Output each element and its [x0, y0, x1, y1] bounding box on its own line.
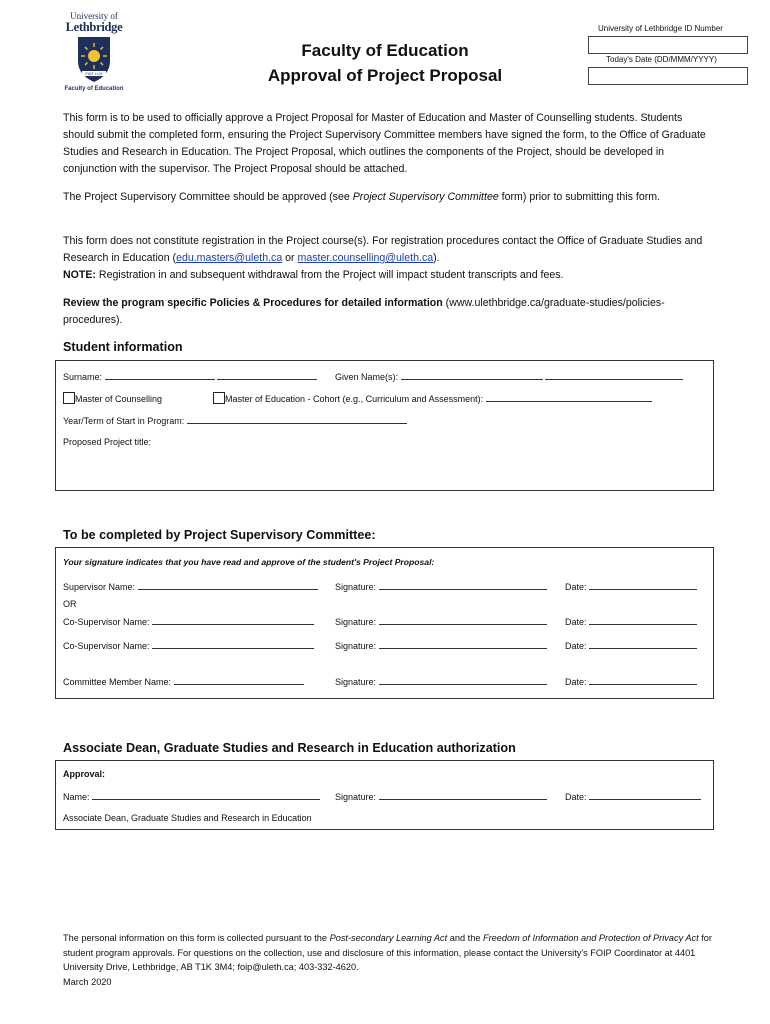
surname-label: Surname:	[63, 372, 105, 382]
committee-member-date-input[interactable]	[589, 675, 697, 685]
dean-name-row	[63, 790, 320, 803]
dean-date-row	[565, 790, 701, 803]
counselling-label: Master of Counselling	[75, 394, 163, 404]
cosupervisor-2-signature-input[interactable]	[379, 639, 547, 649]
form-title	[200, 38, 570, 88]
supervisor-name-input[interactable]	[138, 580, 318, 590]
supervisor-date-row	[565, 580, 697, 593]
footer-date: March 2020	[63, 976, 112, 987]
p3-text-b: ).	[433, 252, 440, 264]
cosupervisor-2-label: Co-Supervisor Name:	[63, 641, 153, 651]
committee-section-heading: To be completed by Project Supervisory Committee:	[63, 528, 376, 542]
surname-row	[63, 370, 317, 383]
given-name-input-a[interactable]	[401, 370, 543, 380]
logo-line-1: University of	[70, 11, 118, 21]
cohort-input[interactable]	[486, 392, 652, 402]
dean-role-label: Associate Dean, Graduate Studies and Research in Education	[63, 813, 312, 823]
cosupervisor-1-date-input[interactable]	[589, 615, 697, 625]
given-name-input-b[interactable]	[545, 370, 683, 380]
privacy-footer	[63, 931, 713, 989]
year-term-label: Year/Term of Start in Program:	[63, 416, 187, 426]
p3-text-a: This form does not constitute registration in the Project course(s). For registration procedures contact the Office of Graduate Studies and Research in Education (	[63, 235, 703, 264]
cosupervisor-2-row	[63, 639, 314, 652]
supervisor-date-label: Date:	[565, 582, 590, 592]
footer-italic-1: Post-secondary Learning Act	[329, 933, 448, 943]
cosupervisor-2-date-row	[565, 639, 697, 652]
footer-text-2: and the	[447, 933, 483, 943]
intro-paragraph-1: This form is to be used to officially approve a Project Proposal for Master of Education and Master of Counselling students. Students should submit the completed form, ensuring the Project Supervisory Committee members have signed the form, to the Office of Graduate Studies and Research in Education. The Project Proposal, which outlines the components of the Project, should be developed in conjunction with the supervisor. The Project Proposal should be attached.	[63, 112, 706, 175]
title-line-2: Approval of Project Proposal	[267, 66, 503, 85]
dean-section-heading: Associate Dean, Graduate Studies and Research in Education authorization	[63, 741, 516, 755]
counselling-checkbox[interactable]	[63, 392, 75, 404]
intro-paragraph-2	[63, 189, 708, 206]
cosupervisor-2-date-input[interactable]	[589, 639, 697, 649]
logo-subtitle: Faculty of Education	[64, 86, 124, 92]
approval-label: Approval:	[63, 769, 106, 779]
motto-banner: FIAT LUX	[85, 71, 103, 76]
committee-member-label: Committee Member Name:	[63, 677, 174, 687]
cosupervisor-1-signature-input[interactable]	[379, 615, 547, 625]
supervisor-row	[63, 580, 318, 593]
footer-text-1: The personal information on this form is collected pursuant to the	[63, 933, 330, 943]
cosupervisor-1-date-row	[565, 615, 697, 628]
cosupervisor-1-row	[63, 615, 314, 628]
cosupervisor-1-signature-label: Signature:	[335, 617, 379, 627]
counselling-option	[63, 392, 162, 405]
supervisor-label: Supervisor Name:	[63, 582, 138, 592]
id-number-field[interactable]	[588, 36, 748, 54]
education-checkbox[interactable]	[213, 392, 225, 404]
committee-member-signature-input[interactable]	[379, 675, 547, 685]
supervisor-signature-row	[335, 580, 547, 593]
email-link-masters[interactable]: edu.masters@uleth.ca	[176, 252, 283, 264]
university-logo	[62, 12, 126, 96]
shield-icon	[74, 35, 114, 85]
education-option	[213, 392, 652, 405]
dean-date-label: Date:	[565, 792, 590, 802]
supervisor-date-input[interactable]	[589, 580, 697, 590]
project-title-label: Proposed Project title:	[63, 437, 152, 447]
given-name-label: Given Name(s):	[335, 372, 401, 382]
dean-signature-label: Signature:	[335, 792, 379, 802]
dean-signature-row	[335, 790, 547, 803]
title-line-1: Faculty of Education	[301, 41, 469, 60]
cosupervisor-2-name-input[interactable]	[152, 639, 314, 649]
email-link-counselling[interactable]: master.counselling@uleth.ca	[297, 252, 434, 264]
logo-line-2: Lethbridge	[65, 20, 123, 34]
note-text: Registration in and subsequent withdrawal from the Project will impact student transcripts and fees.	[95, 269, 564, 281]
surname-input-a[interactable]	[105, 370, 215, 380]
id-number-label: University of Lethbridge ID Number	[598, 24, 723, 33]
committee-instruction: Your signature indicates that you have read and approve of the student's Project Proposal:	[63, 557, 435, 567]
p2-text-a: The Project Supervisory Committee should be approved (see	[63, 191, 353, 203]
p4-bold: Review the program specific Policies & Procedures for detailed information	[63, 297, 443, 309]
student-section-heading: Student information	[63, 340, 183, 354]
date-label: Today's Date (DD/MMM/YYYY)	[606, 55, 717, 64]
supervisor-signature-input[interactable]	[379, 580, 547, 590]
footer-text-3: for student program approvals. For questions on the collection, use and disclosure of this information, please contact the University's FOIP Coordinator at 4401 University Drive, Lethbridge, AB T1K 3M4; foip@uleth.ca; 403-332-4620.	[63, 933, 712, 973]
committee-member-date-row	[565, 675, 697, 688]
surname-input-b[interactable]	[217, 370, 317, 380]
year-term-row	[63, 414, 407, 427]
or-label: OR	[63, 599, 77, 609]
committee-member-date-label: Date:	[565, 677, 590, 687]
p3-or: or	[282, 252, 298, 264]
cosupervisor-2-date-label: Date:	[565, 641, 590, 651]
committee-member-name-input[interactable]	[174, 675, 304, 685]
cosupervisor-1-name-input[interactable]	[152, 615, 314, 625]
given-name-row	[335, 370, 683, 383]
p2-text-b: form) prior to submitting this form.	[498, 191, 661, 203]
p4-rest: (www.ulethbridge.ca/graduate-studies/policies-procedures).	[63, 297, 665, 326]
committee-member-signature-label: Signature:	[335, 677, 379, 687]
dean-signature-input[interactable]	[379, 790, 547, 800]
cosupervisor-1-date-label: Date:	[565, 617, 590, 627]
footer-italic-2: Freedom of Information and Protection of Privacy Act	[482, 933, 699, 943]
committee-member-signature-row	[335, 675, 547, 688]
supervisor-signature-label: Signature:	[335, 582, 379, 592]
dean-name-label: Name:	[63, 792, 93, 802]
committee-member-row	[63, 675, 304, 688]
dean-name-input[interactable]	[92, 790, 320, 800]
date-field[interactable]	[588, 67, 748, 85]
dean-date-input[interactable]	[589, 790, 701, 800]
cosupervisor-2-signature-row	[335, 639, 547, 652]
cosupervisor-1-signature-row	[335, 615, 547, 628]
note-label: NOTE:	[63, 269, 96, 281]
education-label: Master of Education - Cohort (e.g., Curriculum and Assessment):	[225, 394, 486, 404]
project-title-input[interactable]	[60, 450, 708, 486]
cosupervisor-2-signature-label: Signature:	[335, 641, 379, 651]
intro-paragraph-3	[63, 233, 708, 284]
cosupervisor-1-label: Co-Supervisor Name:	[63, 617, 153, 627]
intro-paragraph-4	[63, 295, 708, 329]
p2-italic: Project Supervisory Committee	[352, 191, 499, 203]
year-term-input[interactable]	[187, 414, 407, 424]
